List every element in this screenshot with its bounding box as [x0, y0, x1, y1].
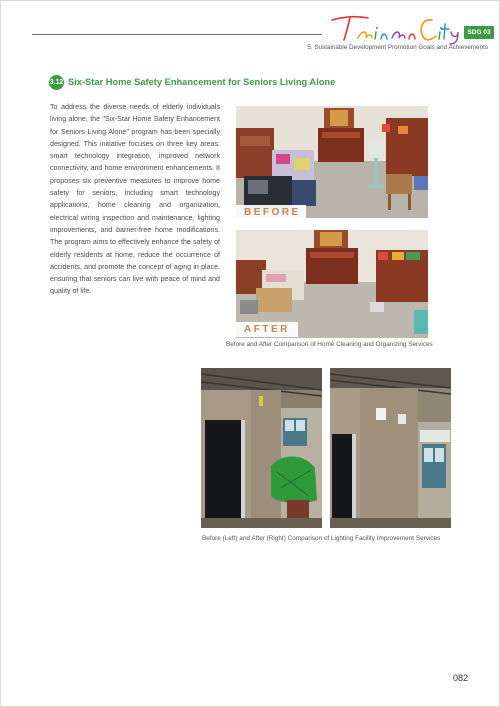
cluttered-room-image	[236, 106, 428, 218]
corridor-after-image	[330, 368, 451, 528]
section-title: Six-Star Home Safety Enhancement for Seniors Living Alone	[68, 77, 336, 87]
header-subtitle: 5. Sustainable Development Promotion Goals and Achievements	[307, 44, 488, 51]
sdg-badge: SDG 03	[464, 26, 494, 39]
section-number-badge: 3.12	[49, 75, 64, 90]
caption-lighting: Before (Left) and After (Right) Comparison of Lighting Facility Improvement Services	[202, 535, 441, 542]
corridor-before-image	[201, 368, 322, 528]
tainan-city-logo	[328, 8, 462, 46]
body-paragraph: To address the diverse needs of elderly individuals living alone, the "Six-Star Home Safety Enhancement for Seniors Living Alone" program has been specially designed. This initiative focuses on three key areas: smart technology integration, improved network connectivity, and home environment enhancements. It proposes six preventive measures to improve home safety for seniors, including smart technology applications, home cleaning and organization, electrical wiring inspection and maintenance, lighting improvements, and barrier-free home modifications. The program aims to effectively enhance the safety of elderly residents at home, reduce the occurrence of accidents, and promote the concept of aging in place, ensuring that seniors can live with peace of mind and quality of life.	[50, 103, 220, 296]
header-rule	[32, 34, 322, 35]
after-label: AFTER	[236, 322, 298, 337]
photo-lighting-after	[330, 368, 451, 528]
before-label: BEFORE	[236, 205, 306, 220]
photo-cleaning-before	[236, 106, 428, 218]
page-number: 082	[452, 673, 468, 683]
logo-text	[328, 8, 462, 46]
photo-lighting-before	[201, 368, 322, 528]
caption-cleaning: Before and After Comparison of Home Cleaning and Organizing Services	[226, 341, 433, 348]
